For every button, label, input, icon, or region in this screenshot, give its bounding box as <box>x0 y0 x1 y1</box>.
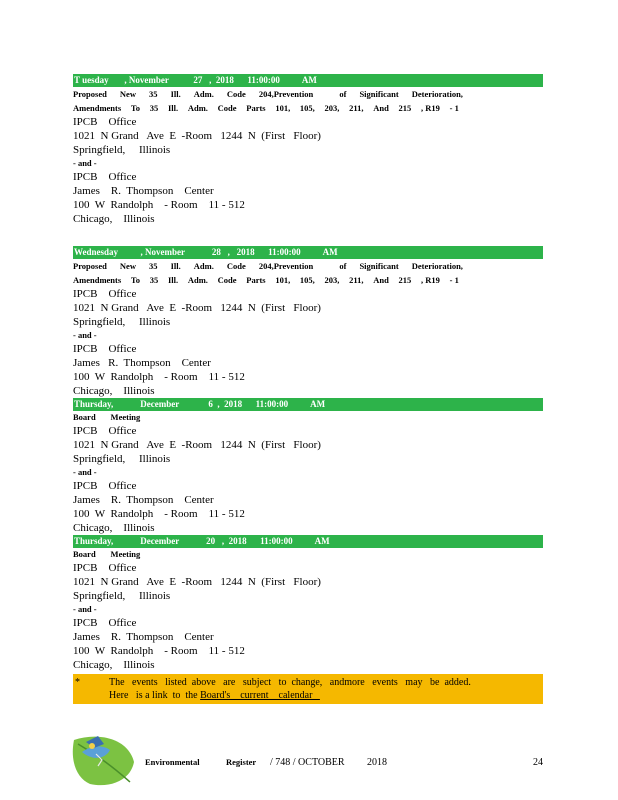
description-word: To <box>130 275 141 285</box>
description-word: 35 <box>149 261 158 271</box>
description-word: Deterioration, <box>411 261 463 271</box>
description-word: , R19 <box>421 103 440 113</box>
and-separator: - and - <box>73 604 97 614</box>
description-word: 35 <box>149 89 158 99</box>
chicago-address-line: Chicago, Illinois <box>73 213 155 225</box>
description-word: of <box>339 89 347 99</box>
description-word: Proposed <box>73 261 107 271</box>
event-description <box>73 87 543 115</box>
springfield-address-line: 1021 N Grand Ave E -Room 1244 N (First Floor) <box>73 302 321 314</box>
chicago-address-line: IPCB Office <box>73 480 137 492</box>
chicago-address-line: James R. Thompson Center <box>73 494 214 506</box>
event-description <box>73 259 543 287</box>
page-number: 24 <box>533 757 543 768</box>
page-footer <box>0 730 618 790</box>
description-word: Significant <box>359 261 399 271</box>
chicago-address-line: 100 W Randolph - Room 11 - 512 <box>73 199 245 211</box>
springfield-address-line: 1021 N Grand Ave E -Room 1244 N (First Floor) <box>73 439 321 451</box>
description-word: And <box>373 103 389 113</box>
description-word: Ill. <box>170 89 181 99</box>
springfield-address-line: IPCB Office <box>73 116 137 128</box>
description-word: 35 <box>149 103 159 113</box>
description-word: 105, <box>299 103 315 113</box>
event-block <box>73 398 543 535</box>
description-word: 105, <box>299 275 315 285</box>
chicago-address-line: IPCB Office <box>73 343 137 355</box>
asterisk: * <box>75 677 80 688</box>
springfield-address-line: IPCB Office <box>73 425 137 437</box>
description-word: Amendments <box>73 103 122 113</box>
and-separator: - and - <box>73 467 97 477</box>
and-separator: - and - <box>73 330 97 340</box>
description-word: Ill. <box>167 103 179 113</box>
event-date-header: Thursday, December 6 , 2018 11:00:00 AM <box>73 398 543 411</box>
footer-register: Register <box>226 757 257 767</box>
description-word: 204,Prevention <box>258 89 314 99</box>
description-word: Parts <box>246 275 266 285</box>
event-block <box>73 535 543 672</box>
event-block <box>73 74 543 226</box>
schedule-notice <box>73 674 543 704</box>
description-word: To <box>130 103 141 113</box>
springfield-address-line: IPCB Office <box>73 288 137 300</box>
footer-issue: / 748 / OCTOBER 2018 <box>270 757 388 768</box>
description-word: , R19 <box>421 275 440 285</box>
event-date-header: Thursday, December 20 , 2018 11:00:00 AM <box>73 535 543 548</box>
springfield-address-line: IPCB Office <box>73 562 137 574</box>
springfield-address-line: Springfield, Illinois <box>73 453 171 465</box>
description-word: Parts <box>246 103 266 113</box>
description-word: And <box>373 275 389 285</box>
springfield-address-line: Springfield, Illinois <box>73 590 171 602</box>
springfield-address-line: 1021 N Grand Ave E -Room 1244 N (First Floor) <box>73 130 321 142</box>
description-word: 211, <box>349 275 364 285</box>
chicago-address-line: Chicago, Illinois <box>73 522 155 534</box>
description-word: Adm. <box>187 275 208 285</box>
description-word: 215 <box>398 103 412 113</box>
chicago-address-line: 100 W Randolph - Room 11 - 512 <box>73 508 245 520</box>
description-word: Amendments <box>73 275 122 285</box>
chicago-address-line: 100 W Randolph - Room 11 - 512 <box>73 371 245 383</box>
description-word: Adm. <box>193 89 214 99</box>
description-word: Ill. <box>167 275 179 285</box>
description-word: 203, <box>324 103 340 113</box>
description-word: 211, <box>349 103 364 113</box>
description-word: Significant <box>359 89 399 99</box>
chicago-address-line: James R. Thompson Center <box>73 185 214 197</box>
chicago-address-line: James R. Thompson Center <box>73 357 211 369</box>
springfield-address-line: Springfield, Illinois <box>73 316 171 328</box>
springfield-address-line: Springfield, Illinois <box>73 144 171 156</box>
chicago-address-line: Chicago, Illinois <box>73 659 155 671</box>
chicago-address-line: Chicago, Illinois <box>73 385 155 397</box>
chicago-address-line: IPCB Office <box>73 617 137 629</box>
calendar-link[interactable]: Board's current calendar <box>200 690 320 701</box>
footer-publication: Environmental <box>145 757 200 767</box>
description-word: of <box>339 261 347 271</box>
notice-line-2-prefix: Here is a link to the <box>109 690 201 701</box>
description-word: Ill. <box>170 261 181 271</box>
description-word: New <box>119 89 136 99</box>
description-word: New <box>119 261 136 271</box>
event-date-header: T uesday , November 27 , 2018 11:00:00 AM <box>73 74 543 87</box>
notice-line-1: The events listed above are subject to change, andmore events may be added. <box>109 677 471 688</box>
description-word: 204,Prevention <box>258 261 314 271</box>
event-date-header: Wednesday , November 28 , 2018 11:00:00 AM <box>73 246 543 259</box>
notice-line-2 <box>109 689 471 702</box>
chicago-address-line: James R. Thompson Center <box>73 631 214 643</box>
board-meeting-label: Board Meeting <box>73 549 141 559</box>
chicago-address-line: 100 W Randolph - Room 11 - 512 <box>73 645 245 657</box>
board-meeting-label: Board Meeting <box>73 412 141 422</box>
description-word: Adm. <box>193 261 214 271</box>
leaf-logo-icon <box>68 732 138 788</box>
notice-text <box>109 676 471 702</box>
and-separator: - and - <box>73 158 97 168</box>
description-word: Code <box>226 89 246 99</box>
description-word: 215 <box>398 275 412 285</box>
description-word: Code <box>217 103 237 113</box>
description-word: 35 <box>149 275 159 285</box>
description-word: - 1 <box>449 275 459 285</box>
description-word: Code <box>226 261 246 271</box>
springfield-address-line: 1021 N Grand Ave E -Room 1244 N (First Floor) <box>73 576 321 588</box>
description-word: 101, <box>275 275 291 285</box>
chicago-address-line: IPCB Office <box>73 171 137 183</box>
description-word: 101, <box>275 103 291 113</box>
description-word: Adm. <box>187 103 208 113</box>
description-word: Deterioration, <box>411 89 463 99</box>
description-word: Code <box>217 275 237 285</box>
description-word: - 1 <box>449 103 459 113</box>
description-word: 203, <box>324 275 340 285</box>
events-list <box>73 74 543 704</box>
event-block <box>73 246 543 398</box>
description-word: Proposed <box>73 89 107 99</box>
